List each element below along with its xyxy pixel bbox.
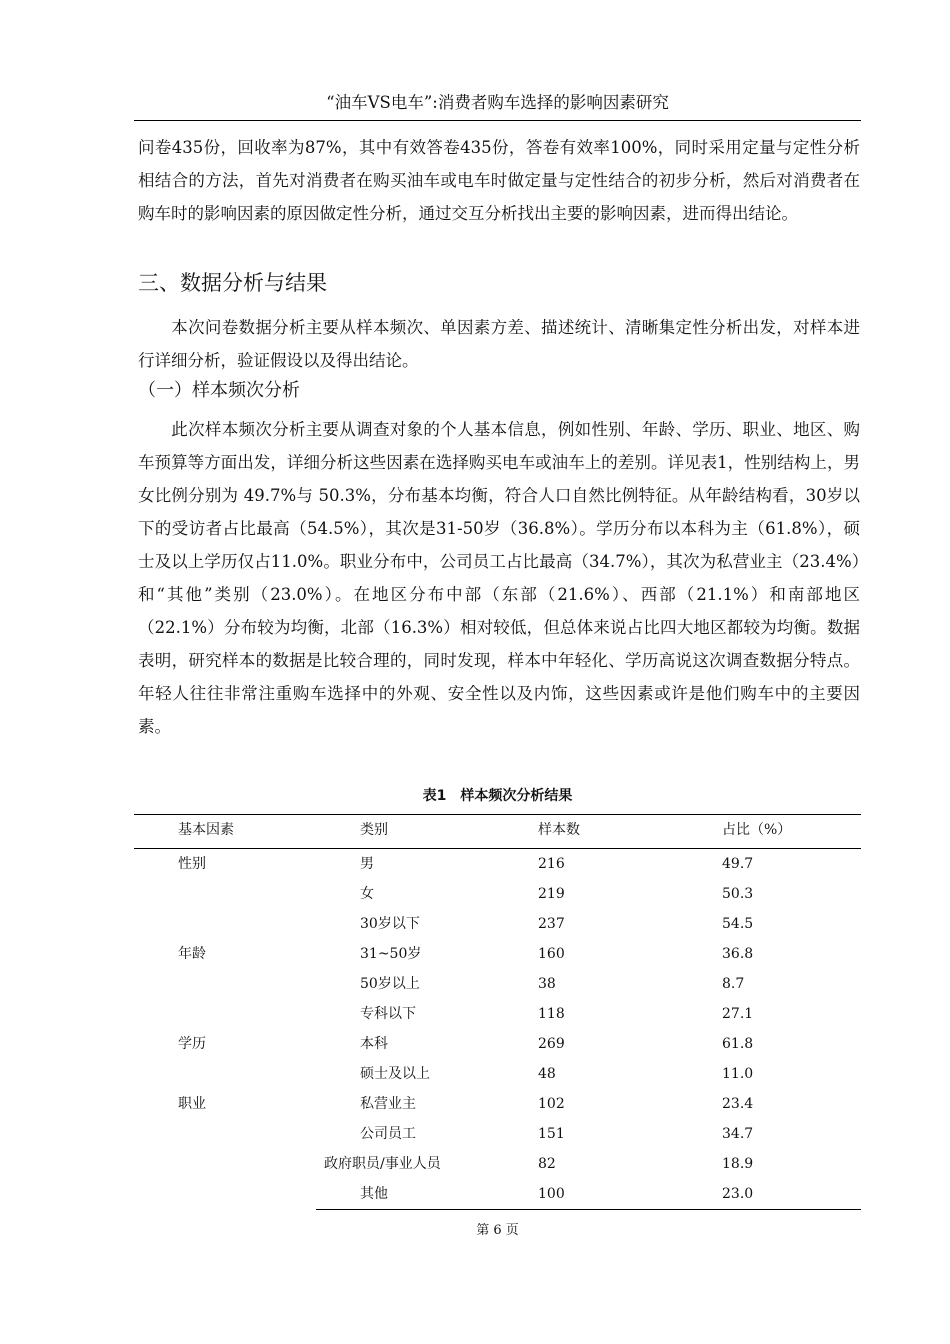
table-cell: 23.4 <box>722 1096 754 1112</box>
table-cell: 54.5 <box>722 916 754 932</box>
table-row <box>134 849 861 879</box>
table-cell: 31~50岁 <box>360 946 422 962</box>
table-cell: 38 <box>538 976 556 992</box>
table-cell: 男 <box>360 856 374 872</box>
table-cell: 职业 <box>178 1096 206 1112</box>
table-row <box>134 879 861 909</box>
table-cell: 学历 <box>178 1036 206 1052</box>
table-row <box>134 969 861 999</box>
table-cell: 专科以下 <box>360 1006 416 1022</box>
table-cell: 政府职员/事业人员 <box>324 1156 441 1172</box>
table-cell: 27.1 <box>722 1006 754 1022</box>
section-paragraph-text: 本次问卷数据分析主要从样本频次、单因素方差、描述统计、清晰集定性分析出发，对样本进行详细分析，验证假设以及得出结论。 <box>138 318 860 370</box>
table-cell: 硕士及以上 <box>360 1066 430 1082</box>
table-cell: 50.3 <box>722 886 754 902</box>
page-header: “油车VS电车”:消费者购车选择的影响因素研究 <box>134 92 861 121</box>
table-row <box>134 1059 861 1089</box>
table-row <box>134 1089 861 1119</box>
subsection-heading: （一）样本频次分析 <box>138 380 300 401</box>
frequency-table <box>134 814 861 1209</box>
section-paragraph <box>138 311 860 377</box>
table-row <box>134 1149 861 1179</box>
table-cell: 82 <box>538 1156 556 1172</box>
table-cell: 年龄 <box>178 946 206 962</box>
table-header-cell: 类别 <box>360 822 388 838</box>
table-cell: 30岁以下 <box>360 916 420 932</box>
table-header-cell: 样本数 <box>538 822 580 838</box>
table-cell: 160 <box>538 946 565 962</box>
table-cell: 102 <box>538 1096 565 1112</box>
subsection-paragraph <box>138 413 860 743</box>
table-header-row <box>134 815 861 849</box>
page-number: 第 6 页 <box>476 1223 519 1238</box>
table-row <box>134 909 861 939</box>
table-cell: 34.7 <box>722 1126 754 1142</box>
table-cell: 269 <box>538 1036 565 1052</box>
table-cell: 48 <box>538 1066 556 1082</box>
table-header-cell: 基本因素 <box>178 822 234 838</box>
section-heading: 三、数据分析与结果 <box>138 271 327 295</box>
table-cell: 18.9 <box>722 1156 754 1172</box>
table-row <box>134 999 861 1029</box>
table-cell: 36.8 <box>722 946 754 962</box>
table-cell: 23.0 <box>722 1186 754 1202</box>
table-cell: 237 <box>538 916 565 932</box>
table-row <box>134 1119 861 1149</box>
table-cell: 本科 <box>360 1036 388 1052</box>
table-row <box>134 939 861 969</box>
table-row <box>134 1179 861 1209</box>
table-cell: 女 <box>360 886 374 902</box>
subsection-paragraph-text: 此次样本频次分析主要从调查对象的个人基本信息，例如性别、年龄、学历、职业、地区、购车预算等方面出发，详细分析这些因素在选择购买电车或油车上的差别。详见表1，性别结构上，男女比例分别为 49.7%与 50.3%，分布基本均衡，符合人口自然比例特征。从年龄结构看，30岁以下的受访者占比最高（54.5%），其次是31-50岁（36.8%）。学历分布以本科为主（61.8%），硕士及以上学历仅占11.0%。职业分布中，公司员工占比最高（34.7%），其次为私营业主（23.4%）和“其他”类别（23.0%）。在地区分布中部（东部（21.6%）、西部（21.1%）和南部地区（22.1%）分布较为均衡，北部（16.3%）相对较低，但总体来说占比四大地区都较为均衡。数据表明，研究样本的数据是比较合理的，同时发现，样本中年轻化、学历高说这次调查数据分特点。年轻人往往非常注重购车选择中的外观、安全性以及内饰，这些因素或许是他们购车中的主要因素。 <box>138 420 860 736</box>
table-cell: 216 <box>538 856 565 872</box>
table-cell: 性别 <box>178 856 206 872</box>
table-cell: 50岁以上 <box>360 976 420 992</box>
table-cell: 49.7 <box>722 856 754 872</box>
table-cell: 公司员工 <box>360 1126 416 1142</box>
table-caption: 表1 样本频次分析结果 <box>422 788 573 804</box>
table-cell: 61.8 <box>722 1036 754 1052</box>
table-header-cell: 占比（%） <box>722 822 792 838</box>
table-cell: 100 <box>538 1186 565 1202</box>
table-cell: 219 <box>538 886 565 902</box>
table-cell: 11.0 <box>722 1066 754 1082</box>
table-cell: 8.7 <box>722 976 745 992</box>
table-bottom-rule <box>316 1209 861 1210</box>
table-cell: 118 <box>538 1006 565 1022</box>
intro-paragraph: 问卷435份，回收率为87%，其中有效答卷435份，答卷有效率100%，同时采用定量与定性分析相结合的方法，首先对消费者在购买油车或电车时做定量与定性结合的初步分析，然后对消费者在购车时的影响因素的原因做定性分析，通过交互分析找出主要的影响因素，进而得出结论。 <box>138 138 860 223</box>
table-cell: 151 <box>538 1126 565 1142</box>
table-cell: 私营业主 <box>360 1096 416 1112</box>
table-row <box>134 1029 861 1059</box>
table-body <box>134 849 861 1209</box>
table-cell: 其他 <box>360 1186 388 1202</box>
